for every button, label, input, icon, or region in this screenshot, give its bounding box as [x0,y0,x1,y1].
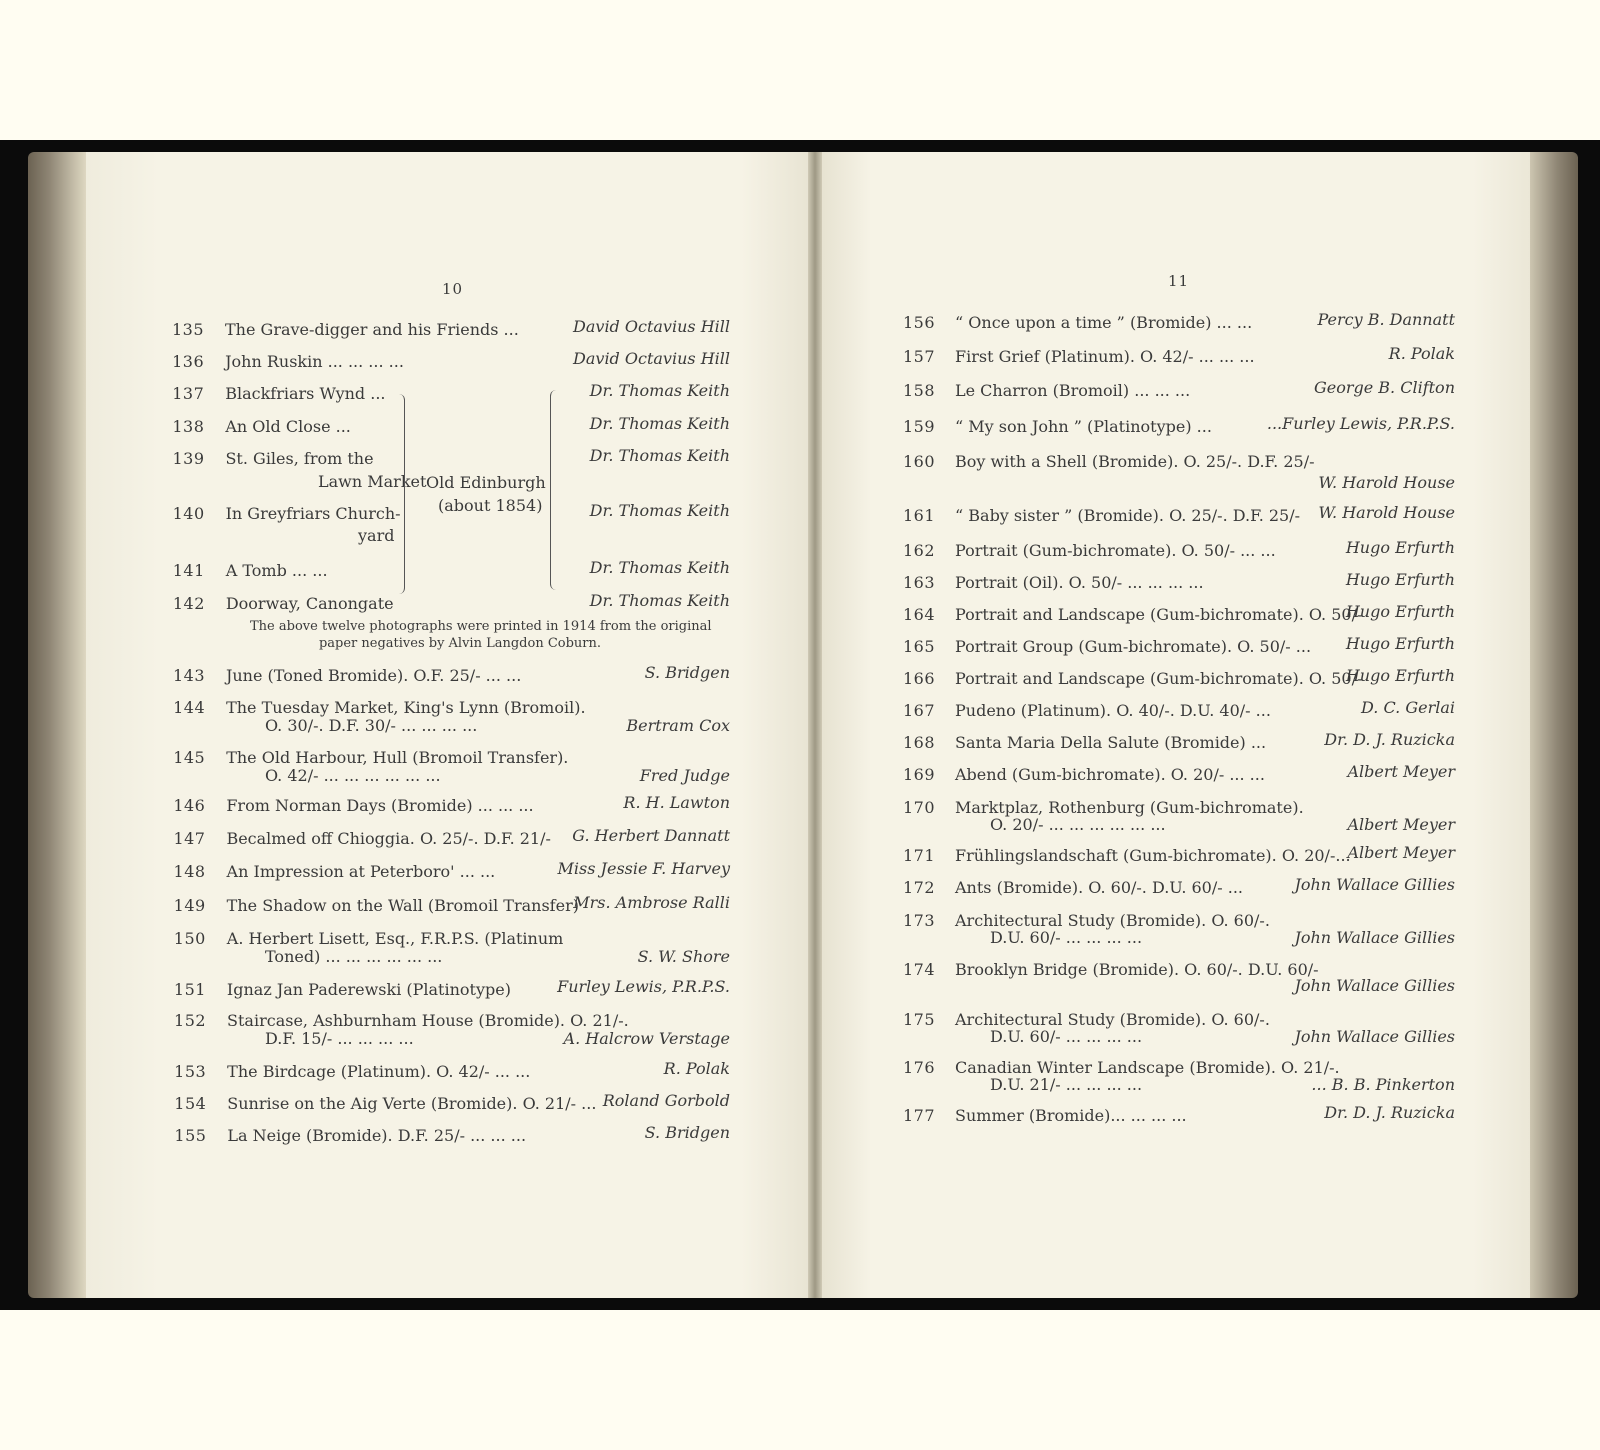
entry-title: Blackfriars Wynd ... [225,384,386,403]
catalogue-number: 135 [172,320,205,339]
entry-author: Hugo Erfurth [1345,666,1455,685]
catalogue-number: 136 [172,352,205,371]
catalogue-number: 164 [903,605,936,624]
entry-author: G. Herbert Dannatt [572,826,730,845]
entry-author: Dr. D. J. Ruzicka [1324,1103,1455,1122]
entry-author: John Wallace Gillies [1294,875,1455,894]
catalogue-number: 142 [172,594,205,613]
entry-author: Hugo Erfurth [1345,602,1455,621]
catalogue-number: 174 [903,960,936,979]
catalogue-number: 147 [173,829,206,848]
entry-author: Bertram Cox [626,716,730,735]
catalogue-number: 145 [173,748,206,767]
entry-title: “ My son John ” (Platinotype) ... [955,417,1212,436]
catalogue-number: 153 [174,1062,207,1081]
entry-title: A Tomb ... ... [225,561,328,580]
entry-author: ... B. B. Pinkerton [1311,1075,1455,1094]
catalogue-number: 173 [903,911,936,930]
entry-author: S. Bridgen [644,1123,730,1142]
entry-title: From Norman Days (Bromide) ... ... ... [226,796,534,815]
entry-title: Canadian Winter Landscape (Bromide). O. 21/-. [955,1058,1340,1077]
catalogue-number: 158 [903,381,936,400]
entry-title: Portrait (Oil). O. 50/- ... ... ... ... [955,573,1204,592]
catalogue-number: 140 [172,504,205,523]
catalogue-number: 172 [903,878,936,897]
entry-title: Staircase, Ashburnham House (Bromide). O. 21/-. [227,1011,629,1030]
entry-author: John Wallace Gillies [1294,1027,1455,1046]
entry-author: Albert Meyer [1347,815,1455,834]
entry-title: La Neige (Bromide). D.F. 25/- ... ... ... [227,1126,527,1145]
entry-author: S. Bridgen [644,663,730,682]
group-sublabel: (about 1854) [438,496,543,515]
catalogue-number: 162 [903,541,936,560]
entry-author: R. Polak [1388,344,1455,363]
entry-author: Mrs. Ambrose Ralli [573,893,730,912]
catalogue-number: 169 [903,765,936,784]
entry-title-continued: D.U. 21/- ... ... ... ... [990,1075,1143,1094]
group-label: Old Edinburgh [426,473,546,492]
entry-title: Architectural Study (Bromide). O. 60/-. [955,911,1270,930]
entry-title: Santa Maria Della Salute (Bromide) ... [955,733,1267,752]
entry-author: John Wallace Gillies [1294,928,1455,947]
entry-title: An Old Close ... [225,417,351,436]
entry-author: W. Harold House [1318,503,1455,522]
catalogue-number: 150 [173,929,206,948]
catalogue-number: 154 [174,1094,207,1113]
entry-title: “ Once upon a time ” (Bromide) ... ... [955,313,1253,332]
catalogue-number: 138 [172,417,205,436]
entry-title: Ants (Bromide). O. 60/-. D.U. 60/- ... [955,878,1243,897]
catalogue-number: 157 [903,347,936,366]
entry-title: In Greyfriars Church- [225,504,401,523]
entry-title: The Birdcage (Platinum). O. 42/- ... ... [227,1062,531,1081]
entry-title-continued: D.U. 60/- ... ... ... ... [990,928,1143,947]
catalogue-number: 163 [903,573,936,592]
catalogue-number: 161 [903,506,936,525]
entry-title: Summer (Bromide)... ... ... ... [955,1106,1187,1125]
page-number-left: 10 [442,280,464,298]
entry-author: R. Polak [663,1059,730,1078]
entry-title: Sunrise on the Aig Verte (Bromide). O. 21/- ... [227,1094,597,1113]
entry-author: Percy B. Dannatt [1317,310,1455,329]
entry-author: R. H. Lawton [623,793,730,812]
printing-note-line1: The above twelve photographs were printed in 1914 from the original [250,619,712,634]
entry-author: Dr. Thomas Keith [589,501,730,520]
entry-title-continued: D.U. 60/- ... ... ... ... [990,1027,1143,1046]
catalogue-number: 139 [172,449,205,468]
catalogue-number: 159 [903,417,936,436]
entry-title: Portrait (Gum-bichromate). O. 50/- ... ... [955,541,1276,560]
entry-title: Marktplaz, Rothenburg (Gum-bichromate). [955,798,1304,817]
entry-author: Albert Meyer [1347,762,1455,781]
entry-author: Fred Judge [639,766,730,785]
catalogue-number: 155 [174,1126,207,1145]
entry-title: June (Toned Bromide). O.F. 25/- ... ... [225,666,522,685]
entry-title: Boy with a Shell (Bromide). O. 25/-. D.F. 25/- [955,452,1315,471]
entry-title: Becalmed off Chioggia. O. 25/-. D.F. 21/- [226,829,551,848]
entry-author: Dr. Thomas Keith [589,558,730,577]
catalogue-number: 148 [173,862,206,881]
catalogue-number: 152 [174,1011,207,1030]
entry-title-continued: yard [358,526,395,545]
entry-author: A. Halcrow Verstage [563,1029,730,1048]
entry-title-continued: D.F. 15/- ... ... ... ... [265,1029,414,1048]
entry-title: John Ruskin ... ... ... ... [225,352,404,371]
book-gutter [808,152,822,1298]
entry-author: S. W. Shore [637,947,730,966]
catalogue-number: 143 [172,666,205,685]
printing-note-line2: paper negatives by Alvin Langdon Coburn. [318,636,602,651]
catalogue-number: 170 [903,798,936,817]
entry-title: Doorway, Canongate [225,594,394,613]
entry-title: Ignaz Jan Paderewski (Platinotype) [226,980,511,999]
entry-author: W. Harold House [1318,473,1455,492]
entry-title: Portrait and Landscape (Gum-bichromate). O. 50/- [955,605,1363,624]
entry-title: “ Baby sister ” (Bromide). O. 25/-. D.F. 25/- [955,506,1301,525]
entry-author: Dr. Thomas Keith [589,591,730,610]
entry-title: Frühlingslandschaft (Gum-bichromate). O. 20/-... [955,846,1351,865]
entry-author: Hugo Erfurth [1345,634,1455,653]
entry-author: Miss Jessie F. Harvey [557,859,730,878]
catalogue-number: 177 [903,1106,936,1125]
entry-title: Pudeno (Platinum). O. 40/-. D.U. 40/- ... [955,701,1271,720]
page-number-right: 11 [1168,272,1190,290]
catalogue-number: 168 [903,733,936,752]
entry-title: First Grief (Platinum). O. 42/- ... ... ... [955,347,1255,366]
catalogue-number: 160 [903,452,936,471]
entry-title: Portrait and Landscape (Gum-bichromate). O. 50/- [955,669,1363,688]
catalogue-number: 151 [173,980,206,999]
entry-author: Hugo Erfurth [1345,570,1455,589]
entry-title: The Shadow on the Wall (Bromoil Transfer) [226,896,579,915]
entry-author: Hugo Erfurth [1345,538,1455,557]
catalogue-number: 149 [173,896,206,915]
entry-title: An Impression at Peterboro' ... ... [226,862,496,881]
entry-title: Le Charron (Bromoil) ... ... ... [955,381,1191,400]
group-brace-left [396,394,405,594]
entry-author: David Octavius Hill [573,349,730,368]
entry-author: D. C. Gerlai [1361,698,1455,717]
entry-author: ...Furley Lewis, P.R.P.S. [1266,414,1455,433]
entry-author: David Octavius Hill [573,317,730,336]
catalogue-number: 167 [903,701,936,720]
entry-title: Architectural Study (Bromide). O. 60/-. [955,1010,1270,1029]
entry-author: Dr. Thomas Keith [589,381,730,400]
entry-title: A. Herbert Lisett, Esq., F.R.P.S. (Platinum [226,929,564,948]
catalogue-number: 156 [903,313,936,332]
entry-author: Dr. D. J. Ruzicka [1324,730,1455,749]
entry-author: Furley Lewis, P.R.P.S. [557,977,730,996]
entry-author: Roland Gorbold [602,1091,730,1110]
entry-title: Brooklyn Bridge (Bromide). O. 60/-. D.U. 60/- [955,960,1319,979]
entry-title-continued: Toned) ... ... ... ... ... ... [265,947,443,966]
entry-author: Albert Meyer [1347,843,1455,862]
entry-title-continued: O. 42/- ... ... ... ... ... ... [265,766,441,785]
catalogue-number: 144 [173,698,206,717]
catalogue-number: 175 [903,1010,936,1029]
entry-title: Portrait Group (Gum-bichromate). O. 50/- ... [955,637,1312,656]
catalogue-number: 141 [172,561,205,580]
entry-author: Dr. Thomas Keith [589,414,730,433]
entry-title-continued: O. 20/- ... ... ... ... ... ... [990,815,1166,834]
book-edge-left [28,152,88,1298]
catalogue-number: 137 [172,384,205,403]
catalogue-number: 171 [903,846,936,865]
catalogue-number: 176 [903,1058,936,1077]
entry-author: George B. Clifton [1313,378,1455,397]
entry-title: St. Giles, from the [225,449,374,468]
catalogue-number: 146 [173,796,206,815]
entry-title-continued: Lawn Market [318,472,427,491]
catalogue-number: 165 [903,637,936,656]
entry-title-continued: O. 30/-. D.F. 30/- ... ... ... ... [265,716,478,735]
entry-title: The Grave-digger and his Friends ... [225,320,519,339]
group-brace-right [550,390,559,590]
entry-author: Dr. Thomas Keith [589,446,730,465]
catalogue-number: 166 [903,669,936,688]
entry-title: Abend (Gum-bichromate). O. 20/- ... ... [955,765,1265,784]
entry-title: The Old Harbour, Hull (Bromoil Transfer). [226,748,569,767]
entry-title: The Tuesday Market, King's Lynn (Bromoil). [226,698,586,717]
entry-author: John Wallace Gillies [1294,976,1455,995]
